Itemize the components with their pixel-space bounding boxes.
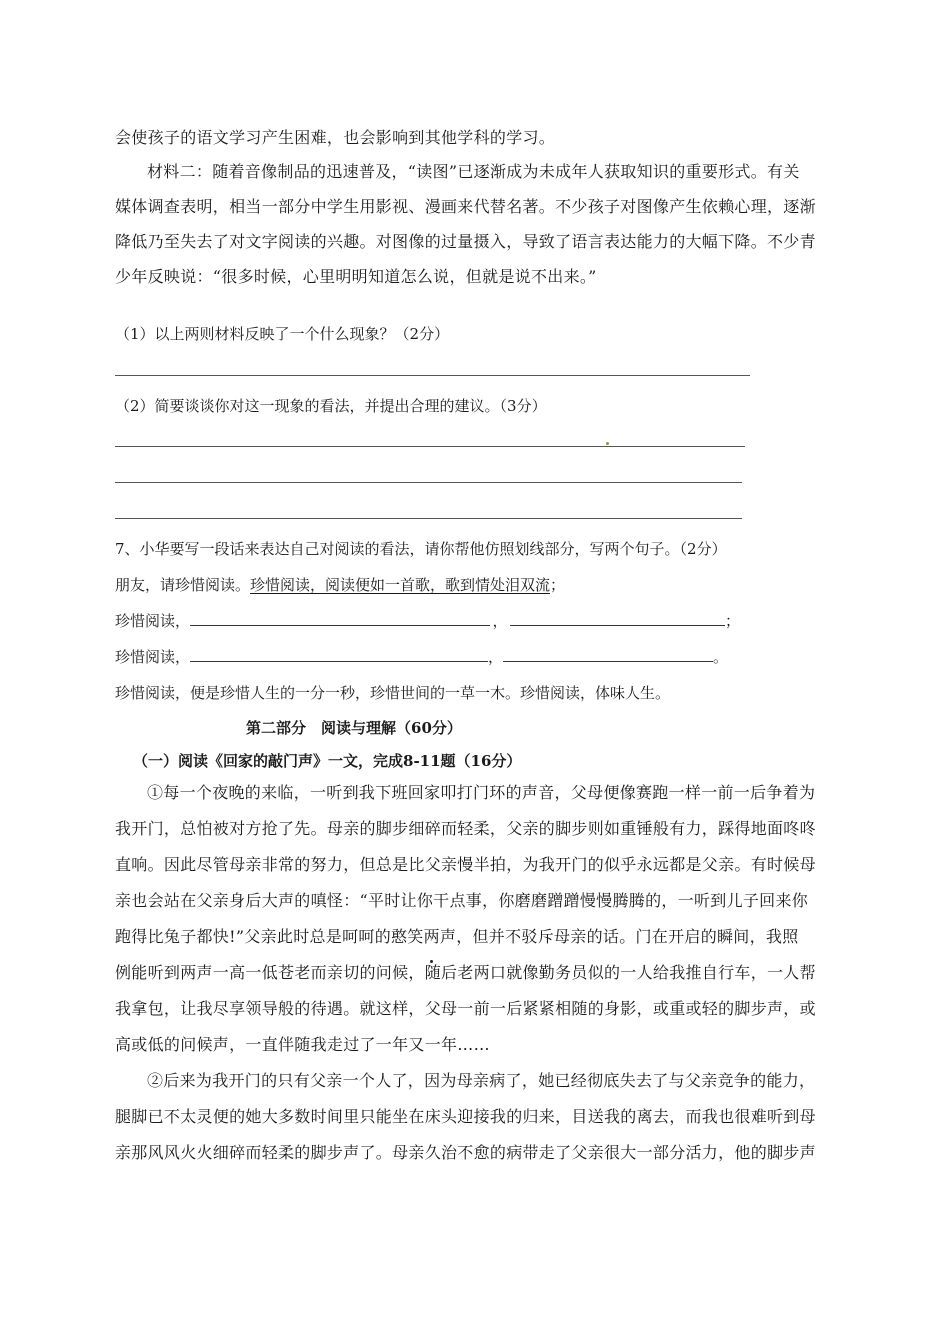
passage-line: 亲那风风火火细碎而轻柔的脚步声了。母亲久治不愈的病带走了父亲很大一部分活力，他的脚步声 — [115, 1143, 816, 1162]
fill-blank[interactable] — [503, 647, 713, 662]
passage-line: 亲也会站在父亲身后大声的嗔怪：“平时让你干点事，你磨磨蹭蹭慢慢腾腾的，一听到儿子回来你 — [115, 891, 809, 910]
material2-line: 材料二：随着音像制品的迅速普及，“读图”已逐渐成为未成年人获取知识的重要形式。有关 — [147, 162, 800, 181]
q7-example-lead: 朋友，请珍惜阅读。 — [115, 576, 251, 594]
material1-tail: 会使孩子的语文学习产生困难，也会影响到其他学科的学习。 — [115, 128, 556, 147]
answer-line[interactable] — [115, 446, 745, 447]
passage-line: 高或低的问候声，一直伴随我走过了一年又一年…… — [115, 1035, 490, 1054]
stray-mark — [606, 442, 609, 445]
passage-line: 我拿包，让我尽享领导般的待遇。就这样，父母一前一后紧紧相随的身影，或重或轻的脚步声，或 — [115, 999, 816, 1018]
q7-fill-line-2 — [115, 647, 728, 667]
fill-blank[interactable] — [510, 611, 725, 626]
section1-title: （一）阅读《回家的敲门声》一文，完成8-11题（16分） — [133, 752, 522, 770]
passage-line: 直响。因此尽管母亲非常的努力，但总是比父亲慢半拍，为我开门的似乎永远都是父亲。有时候母 — [115, 855, 816, 874]
q7-example-end: ； — [550, 576, 566, 594]
passage-line: ②后来为我开门的只有父亲一个人了，因为母亲病了，她已经彻底失去了与父亲竞争的能力， — [147, 1071, 816, 1090]
q7-period: 。 — [713, 648, 729, 666]
q7-comma: ， — [488, 648, 504, 666]
fill-blank[interactable] — [190, 611, 490, 626]
material2-line: 降低乃至失去了对文字阅读的兴趣。对图像的过量摄入，导致了语言表达能力的大幅下降。不少青 — [115, 232, 816, 251]
answer-line[interactable] — [115, 375, 750, 376]
passage-line: ①每一个夜晚的来临，一听到我下班回家叩打门环的声音，父母便像赛跑一样一前一后争着为 — [147, 783, 816, 802]
q7-closing: 珍惜阅读，便是珍惜人生的一分一秒，珍惜世间的一草一木。珍惜阅读，体味人生。 — [115, 684, 671, 702]
answer-line[interactable] — [115, 482, 742, 483]
question-1: （1）以上两则材料反映了一个什么现象？（2分） — [115, 325, 450, 343]
part2-title: 第二部分 阅读与理解（60分） — [246, 719, 462, 737]
q7-fill-prefix: 珍惜阅读， — [115, 612, 191, 630]
question-2: （2）简要谈谈你对这一现象的看法，并提出合理的建议。（3分） — [115, 397, 547, 415]
q7-semicolon: ； — [725, 612, 741, 630]
passage-line: 例能听到两声一高一低苍老而亲切的问候，随后老两口就像勤务员似的一人给我推自行车，一人帮 — [115, 963, 816, 982]
passage-line: 跑得比兔子都快!”父亲此时总是呵呵的憨笑两声，但并不驳斥母亲的话。门在开启的瞬间，我照 — [115, 927, 799, 946]
fill-blank[interactable] — [190, 647, 488, 662]
q7-comma: ， — [492, 612, 508, 630]
q7-fill-line-1 — [115, 611, 740, 631]
q7-fill-prefix: 珍惜阅读， — [115, 648, 191, 666]
question-7: 7、小华要写一段话来表达自己对阅读的看法，请你帮他仿照划线部分，写两个句子。（2分） — [115, 540, 727, 558]
passage-line: 腿脚已不太灵便的她大多数时间里只能坐在床头迎接我的归来，目送我的离去，而我也很难听到母 — [115, 1107, 816, 1126]
answer-line[interactable] — [115, 518, 742, 519]
material2-line: 媒体调查表明，相当一部分中学生用影视、漫画来代替名著。不少孩子对图像产生依赖心理，逐渐 — [115, 197, 816, 216]
q7-example — [115, 575, 565, 595]
q7-example-underlined: 珍惜阅读，阅读便如一首歌，歌到情处泪双流 — [250, 576, 551, 594]
passage-line: 我开门，总怕被对方抢了先。母亲的脚步细碎而轻柔，父亲的脚步则如重锤般有力，踩得地面咚咚 — [115, 819, 816, 838]
material2-line: 少年反映说：“很多时候，心里明明知道怎么说，但就是说不出来。” — [115, 267, 597, 286]
